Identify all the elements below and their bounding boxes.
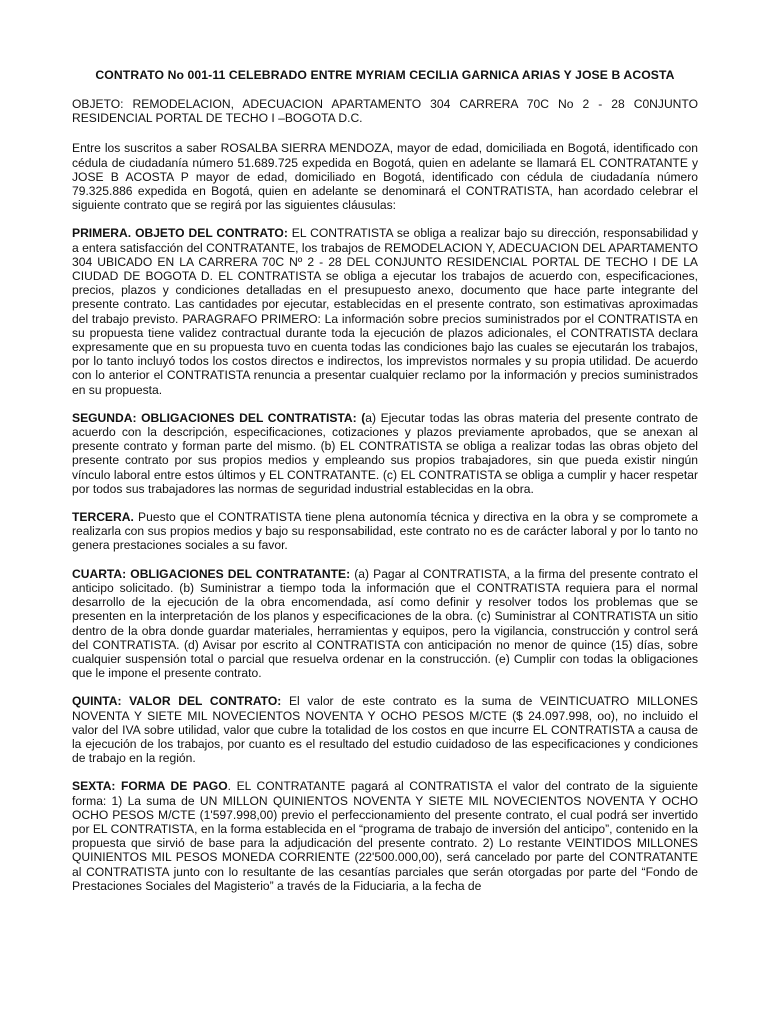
clause-text: . EL CONTRATANTE pagará al CONTRATISTA el valor del contrato de la siguiente forma: 1) La suma de UN MILLON QUINIENTOS NOVENTA Y SIETE MIL NOVECIENTOS NOVENTA Y OCHO OCHO PESOS M/CTE (1'597.998,00) previo el perfeccionamiento del presente contrato, el cual podrá ser invertido por EL CONTRATISTA, en la forma establecida en el “programa de trabajo de inversión del anticipo”, contenido en la propuesta que sirvió de base para la adjudicación del presente contrato. 2) Lo restante VEINTIDOS MILLONES QUINIENTOS MIL PESOS MONEDA CORRIENTE (22'500.000,00), será cancelado por parte del CONTRATANTE al CONTRATISTA junto con lo resultante de las cesantías parciales que serán otorgadas por parte del “Fondo de Prestaciones Sociales del Magisterio” a través de la Fiduciaria, a la fecha de (72, 779, 698, 893)
contract-title: CONTRATO No 001-11 CELEBRADO ENTRE MYRIAM CECILIA GARNICA ARIAS Y JOSE B ACOSTA (95, 68, 675, 82)
contract-intro: Entre los suscritos a saber ROSALBA SIERRA MENDOZA, mayor de edad, domiciliada en Bogotá, identificado con cédula de ciudadanía número 51.689.725 expedida en Bogotá, quien en adelante se llamará EL CONTRATANTE y JOSE B ACOSTA P mayor de edad, domiciliado en Bogotá, identificado con cédula de ciudadanía número 79.325.886 expedida en Bogotá, quien en adelante se denominará el CONTRATISTA, han acordado celebrar el siguiente contrato que se regirá por las siguientes cláusulas: (72, 141, 698, 213)
clause-quinta (72, 694, 698, 765)
clause-text: a) Ejecutar todas las obras materia del presente contrato de acuerdo con la descripción, especificaciones, cotizaciones y plazos previamente aprobados, que se anexan al presente contrato y forman parte del mismo. (b) EL CONTRATISTA se obliga a realizar todas las obras objeto del presente contrato por sus propios medios y empleando sus propios trabajadores, sin que pueda existir ningún vínculo laboral entre estos últimos y EL CONTRATANTE. (c) EL CONTRATISTA se obliga a cumplir y hacer respetar por todos sus trabajadores las normas de seguridad industrial establecidas en la obra. (72, 410, 699, 496)
clause-heading: SEGUNDA: OBLIGACIONES DEL CONTRATISTA: ( (72, 410, 366, 425)
clause-sexta (72, 779, 698, 893)
clause-primera (72, 226, 698, 396)
clause-heading: SEXTA: FORMA DE PAGO (72, 779, 228, 794)
clause-heading: CUARTA: OBLIGACIONES DEL CONTRATANTE: (72, 566, 351, 581)
clause-text: Puesto que el CONTRATISTA tiene plena autonomía técnica y directiva en la obra y se compromete a realizarla con sus propios medios y bajo su responsabilidad, este contrato no es de carácter laboral y por lo tanto no genera prestaciones sociales a su favor. (72, 510, 698, 553)
clause-text: EL CONTRATISTA se obliga a realizar bajo su dirección, responsabilidad y a entera satisfacción del CONTRATANTE, los trabajos de REMODELACION Y, ADECUACION DEL APARTAMENTO 304 UBICADO EN LA CARRERA 70C Nº 2 - 28 DEL CONJUNTO RESIDENCIAL PORTAL DE TECHO I DE LA CIUDAD DE BOGOTA D. EL CONTRATISTA se obliga a ejecutar los trabajos de acuerdo con, especificaciones, precios, plazos y condiciones detalladas en el presupuesto anexo, documento que hace parte integrante del presente contrato. Las cantidades por ejecutar, establecidas en el presente contrato, son estimativas aproximadas del trabajo previsto. PARAGRAFO PRIMERO: La información sobre precios suministrados por el CONTRATISTA en su propuesta tiene validez contractual durante toda la ejecución de plazos adicionales, el CONTRATISTA declara expresamente que en su propuesta tuvo en cuenta todas las condiciones bajo las cuales se ejecutarán los trabajos, por lo tanto incluyó todos los costos directos e indirectos, los imprevistos normales y su propia utilidad. De acuerdo con lo anterior el CONTRATISTA renuncia a presentar cualquier reclamo por la información y precios suministrados en su propuesta. (72, 226, 698, 397)
clause-heading: QUINTA: VALOR DEL CONTRATO: (72, 694, 282, 709)
contract-object: OBJETO: REMODELACION, ADECUACION APARTAMENTO 304 CARRERA 70C No 2 - 28 C0NJUNTO RESIDENCIAL PORTAL DE TECHO I –BOGOTA D.C. (72, 97, 698, 126)
clause-heading: PRIMERA. OBJETO DEL CONTRATO: (72, 226, 288, 241)
clause-text: (a) Pagar al CONTRATISTA, a la firma del presente contrato el anticipo solicitado. (b) Suministrar a tiempo toda la información que el CONTRATISTA requiera para el normal desarrollo de la ejecución de la obra encomendada, así como definir y resolver todos los problemas que se presenten en la interpretación de los planos y especificaciones de la obra. (c) Suministrar al CONTRATISTA un sitio dentro de la obra donde guardar materiales, herramientas y equipos, pero la vigilancia, construcción y control será del CONTRATISTA. (d) Avisar por escrito al CONTRATISTA con anticipación no menor de quince (15) días, sobre cualquier suspensión total o parcial que resuelva ordenar en la construcción. (e) Cumplir con todas la obligaciones que le impone el presente contrato. (72, 566, 698, 681)
clause-heading: TERCERA. (72, 510, 134, 525)
clause-cuarta (72, 567, 698, 681)
clause-tercera (72, 510, 698, 553)
clause-segunda (72, 411, 698, 496)
clause-text: El valor de este contrato es la suma de VEINTICUATRO MILLONES NOVENTA Y SIETE MIL NOVECIENTOS NOVENTA Y OCHO PESOS M/CTE ($ 24.097.998, oo), no incluido el valor del IVA sobre utilidad, valor que cubre la totalidad de los costos en que incurre EL CONTRATISTA a causa de la ejecución de los trabajos, por cuanto es el resultado del estudio cuidadoso de las especificaciones y condiciones de trabajo en la región. (72, 694, 698, 766)
